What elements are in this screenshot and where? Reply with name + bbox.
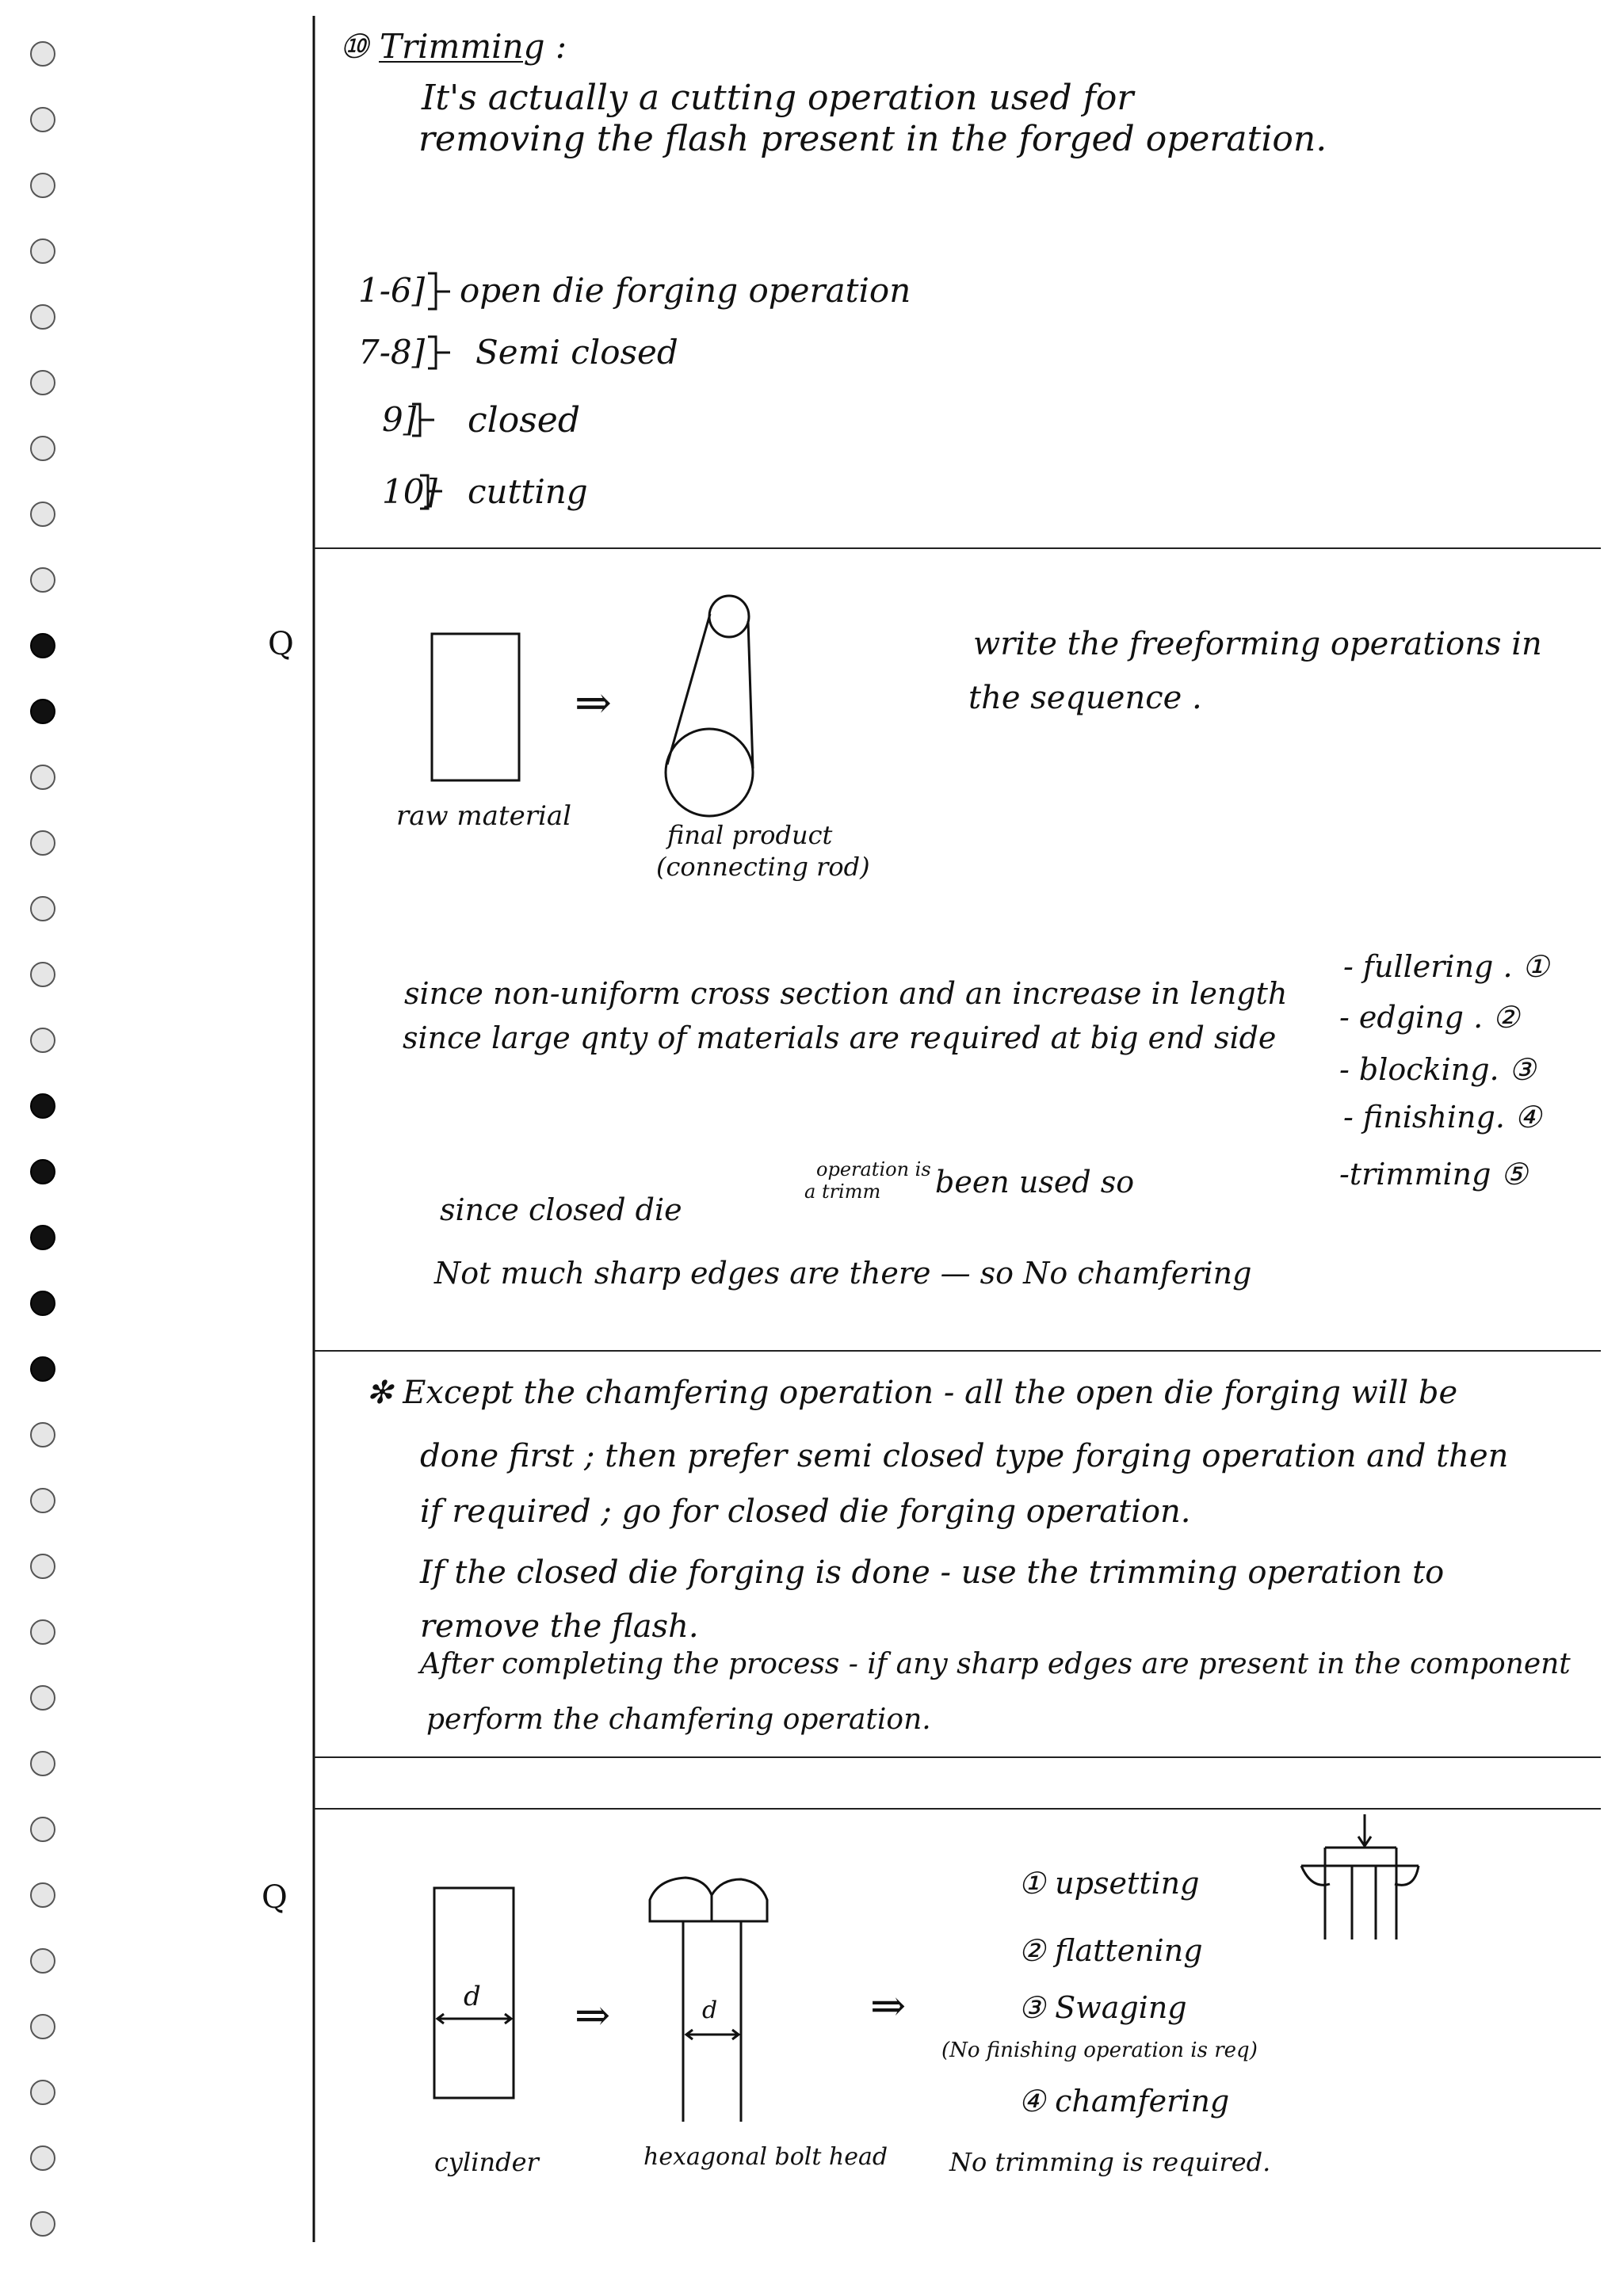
note-line: perform the chamfering operation. — [426, 1703, 931, 1736]
question-marker: Q — [268, 626, 294, 662]
ops-range: 1-6] — [358, 271, 426, 310]
note-line: remove the flash. — [420, 1608, 699, 1645]
diameter-label: d — [702, 1997, 718, 2024]
ops-desc: open die forging operation — [460, 271, 911, 310]
diameter-label: d — [464, 1981, 481, 2012]
ops-range: 7-8] — [358, 333, 426, 372]
sequence-item: - edging . ② — [1339, 1000, 1520, 1035]
bolt-op-note: (No finishing operation is req) — [941, 2039, 1258, 2062]
closed-die-text: since closed die — [440, 1192, 682, 1227]
final-product-label: final product — [667, 820, 833, 850]
closed-die-insert: a trimm — [804, 1180, 881, 1203]
final-product-sublabel: (connecting rod) — [656, 852, 870, 882]
note-line: If the closed die forging is done - use the trimming operation to — [420, 1554, 1445, 1591]
ops-desc: Semi closed — [475, 333, 678, 372]
question-line-2: the sequence . — [968, 680, 1202, 716]
ops-range: 10] — [382, 472, 437, 511]
note-line: done first ; then prefer semi closed type forging operation and then — [420, 1438, 1509, 1474]
connecting-rod-drawing — [666, 596, 753, 816]
bolt-op-item: ① upsetting — [1018, 1866, 1200, 1901]
no-trimming-note: No trimming is required. — [949, 2147, 1271, 2177]
sequence-item: - finishing. ④ — [1343, 1100, 1542, 1135]
no-chamfer-text: Not much sharp edges are there — so No chamfering — [434, 1256, 1252, 1291]
transform-arrow: ⇒ — [575, 1990, 611, 2040]
question-line-1: write the freeforming operations in — [973, 626, 1542, 662]
definition-line-1: It's actually a cutting operation used for — [422, 78, 1134, 118]
ops-desc: closed — [468, 400, 580, 441]
sequence-item: - blocking. ③ — [1339, 1052, 1536, 1087]
upsetting-sketch — [1301, 1814, 1419, 1939]
closed-die-insert-above: operation is — [816, 1158, 931, 1180]
raw-material-label: raw material — [396, 800, 571, 832]
bolt-head-label: hexagonal bolt head — [643, 2143, 888, 2171]
definition-line-2: removing the flash present in the forged operation. — [418, 119, 1327, 159]
question-marker: Q — [262, 1879, 288, 1916]
ops-desc: cutting — [468, 472, 588, 511]
sequence-item: -trimming ⑤ — [1339, 1157, 1528, 1192]
section-heading: ⑩ Trimming : — [339, 27, 567, 66]
bolt-op-item: ② flattening — [1018, 1933, 1203, 1968]
cylinder-label: cylinder — [434, 2147, 539, 2177]
raw-material-rect — [432, 634, 519, 780]
sequence-item: - fullering . ① — [1343, 949, 1549, 984]
transform-arrow: ⇒ — [870, 1981, 907, 2031]
note-line: After completing the process - if any sharp edges are present in the component — [420, 1648, 1571, 1680]
bolt-op-item: ③ Swaging — [1018, 1990, 1187, 2025]
reason-line-2: since large qnty of materials are required at big end side — [403, 1020, 1277, 1055]
reason-line-1: since non-uniform cross section and an increase in length — [404, 976, 1288, 1011]
note-line: if required ; go for closed die forging operation. — [420, 1493, 1191, 1530]
closed-die-text-end: been used so — [935, 1165, 1135, 1199]
transform-arrow: ⇒ — [575, 677, 612, 729]
ops-range: 9] — [382, 400, 417, 439]
bolt-op-item: ④ chamfering — [1018, 2084, 1230, 2119]
note-line: ✻ Except the chamfering operation - all the open die forging will be — [366, 1375, 1458, 1411]
